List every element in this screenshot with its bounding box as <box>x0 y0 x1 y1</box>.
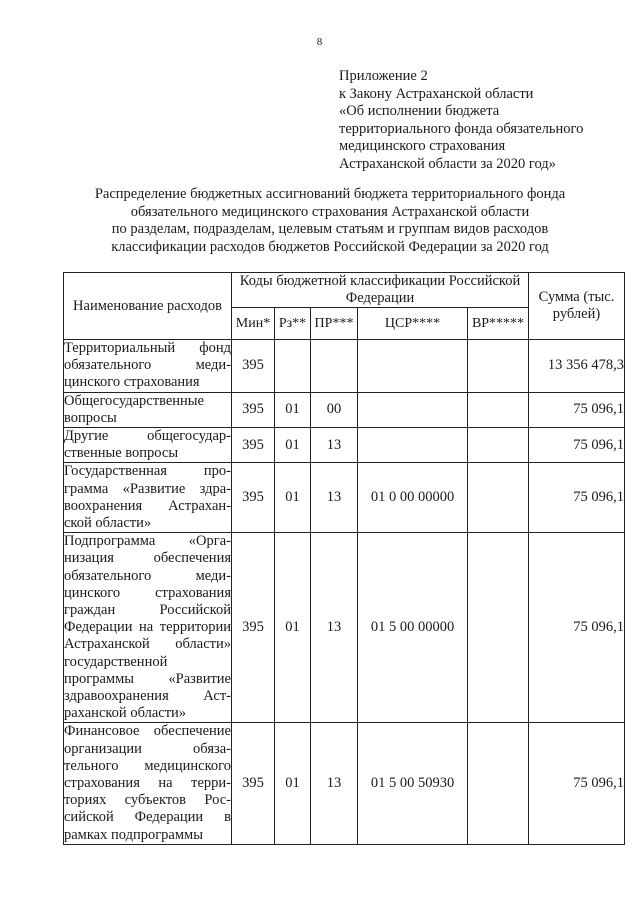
row-vr <box>468 533 529 723</box>
row-sum: 75 096,1 <box>529 463 625 533</box>
appendix-line: медицинского страхования <box>339 138 506 154</box>
table-row <box>64 428 625 463</box>
row-min: 395 <box>232 463 275 533</box>
table-row <box>64 723 625 844</box>
row-rz: 01 <box>275 533 311 723</box>
row-vr <box>468 463 529 533</box>
page-number: 8 <box>316 36 323 48</box>
table-row <box>64 463 625 533</box>
row-rz <box>275 340 311 393</box>
row-name: Государственная программа «Развитие здравоохранения Астраханской области» <box>64 463 231 532</box>
header-codes: Коды бюджетной классификации Российской Федерации <box>232 273 529 308</box>
header-vr: ВР***** <box>468 308 529 340</box>
row-csr <box>358 340 468 393</box>
row-vr <box>468 392 529 427</box>
row-pr <box>311 340 358 393</box>
row-csr <box>358 428 468 463</box>
row-name: Другие общегосударственные вопросы <box>64 428 231 462</box>
header-name: Наименование расходов <box>64 273 232 340</box>
appendix-line: Приложение 2 <box>339 68 428 84</box>
appendix-line: территориального фонда обязательного <box>339 120 584 137</box>
row-sum: 13 356 478,3 <box>529 340 625 393</box>
row-vr <box>468 428 529 463</box>
row-vr <box>468 723 529 844</box>
row-pr: 13 <box>311 723 358 844</box>
table-row <box>64 340 625 393</box>
row-min: 395 <box>232 428 275 463</box>
row-min: 395 <box>232 340 275 393</box>
appendix-block <box>339 68 583 173</box>
row-name: Подпрограмма «Организация обеспечения обязательного медицинского страхования граждан Российской Федерации на территории Астраханской области» государственной программы «Развитие здравоохранения Астраханской области» <box>64 533 231 722</box>
row-min: 395 <box>232 392 275 427</box>
appendix-line: Астраханской области за 2020 год» <box>339 155 556 172</box>
row-rz: 01 <box>275 428 311 463</box>
row-pr: 00 <box>311 392 358 427</box>
appendix-line: «Об исполнении бюджета <box>339 103 500 119</box>
row-csr: 01 5 00 00000 <box>358 533 468 723</box>
row-pr: 13 <box>311 533 358 723</box>
title-line: Распределение бюджетных ассигнований бюджета территориального фонда <box>94 186 566 202</box>
title-line: классификации расходов бюджетов Российской Федерации за 2020 год <box>111 238 549 255</box>
budget-table <box>63 272 625 845</box>
row-pr: 13 <box>311 428 358 463</box>
row-name: Территориальный фонд обязательного медицинского страхования <box>64 340 231 391</box>
header-min: Мин* <box>232 308 275 340</box>
row-csr: 01 5 00 50930 <box>358 723 468 844</box>
appendix-line: к Закону Астраханской области <box>339 85 534 102</box>
row-pr: 13 <box>311 463 358 533</box>
row-min: 395 <box>232 723 275 844</box>
header-pr: ПР*** <box>311 308 358 340</box>
row-rz: 01 <box>275 392 311 427</box>
row-name: Финансовое обеспечение организации обязательного медицинского страхования на территориях субъектов Российской Федерации в рамках подпрограммы <box>64 723 231 843</box>
row-min: 395 <box>232 533 275 723</box>
row-vr <box>468 340 529 393</box>
row-rz: 01 <box>275 723 311 844</box>
row-sum: 75 096,1 <box>529 392 625 427</box>
row-sum: 75 096,1 <box>529 428 625 463</box>
header-csr: ЦСР**** <box>358 308 468 340</box>
title-line: обязательного медицинского страхования Астраханской области <box>130 203 530 220</box>
table-row <box>64 392 625 427</box>
row-csr <box>358 392 468 427</box>
table-row <box>64 533 625 723</box>
header-sum: Сумма (тыс. рублей) <box>529 273 625 340</box>
row-sum: 75 096,1 <box>529 723 625 844</box>
document-title <box>30 186 630 256</box>
row-csr: 01 0 00 00000 <box>358 463 468 533</box>
header-rz: Рз** <box>275 308 311 340</box>
row-rz: 01 <box>275 463 311 533</box>
row-name: Общегосударственные вопросы <box>64 392 232 427</box>
row-sum: 75 096,1 <box>529 533 625 723</box>
title-line: по разделам, подразделам, целевым статьям и группам видов расходов <box>111 221 549 237</box>
